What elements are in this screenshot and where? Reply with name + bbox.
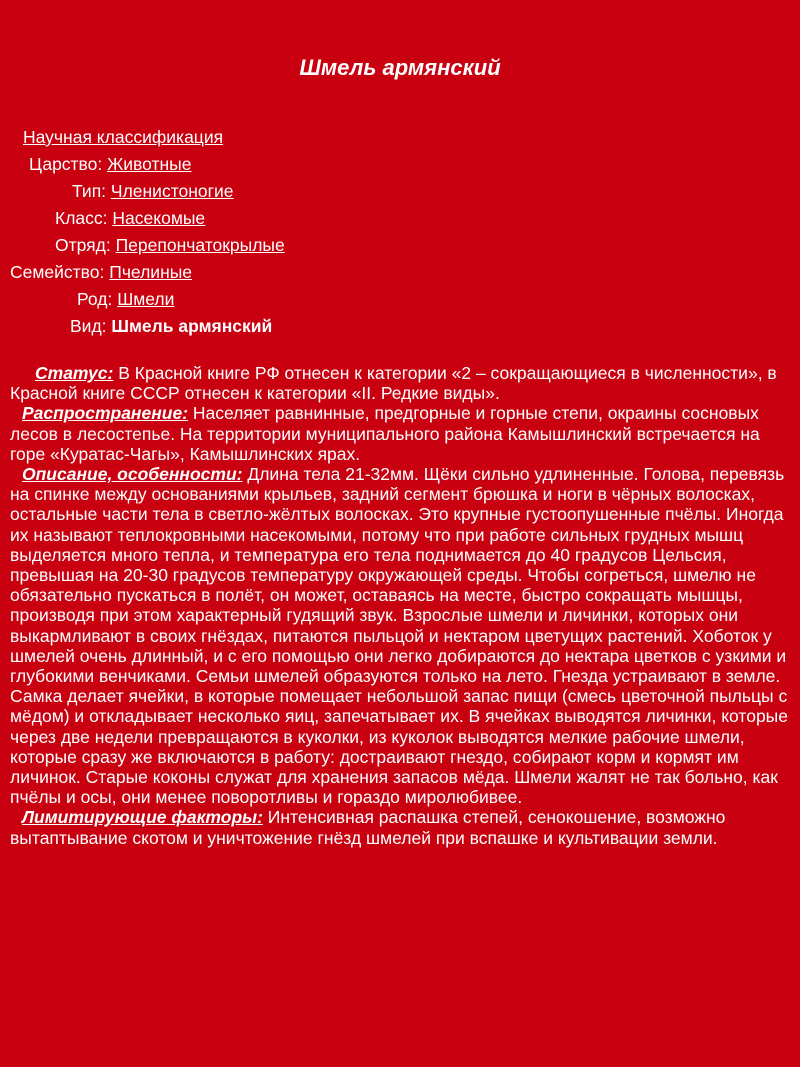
row-label: Класс: bbox=[55, 208, 113, 228]
row-value: Шмель армянский bbox=[111, 316, 273, 336]
row-value[interactable]: Шмели bbox=[117, 289, 175, 309]
row-label: Тип: bbox=[72, 181, 111, 201]
classification-row-genus bbox=[10, 286, 285, 313]
section-status bbox=[10, 363, 790, 403]
description-block bbox=[10, 363, 790, 848]
page-title: Шмель армянский bbox=[299, 55, 501, 80]
section-text: Интенсивная распашка степей, сенокошение, возможно вытаптывание скотом и уничтожение гнёзд шмелей при вспашке и культивации земли. bbox=[10, 807, 726, 848]
row-label: Род: bbox=[77, 289, 118, 309]
classification-row-kingdom bbox=[10, 151, 285, 178]
row-label: Царство: bbox=[29, 154, 108, 174]
row-value[interactable]: Пчелиные bbox=[109, 262, 193, 282]
row-label: Вид: bbox=[70, 316, 112, 336]
section-distribution bbox=[10, 403, 790, 464]
row-value[interactable]: Членистоногие bbox=[110, 181, 234, 201]
row-label: Семейство: bbox=[10, 262, 110, 282]
classification-row-phylum bbox=[10, 178, 285, 205]
classification-row-species bbox=[10, 313, 285, 340]
section-text: Длина тела 21-32мм. Щёки сильно удлиненные. Голова, перевязь на спинке между основаниями крыльев, задний сегмент брюшка и ноги в чёрных волосках, остальные части тела в светло-жёлтых волосках. Это крупные густоопушенные пчёлы. Иногда их называют теплокровными насекомыми, потому что при работе сильных грудных мышц выделяется много тепла, и температура его тела поднимается до 40 градусов Цельсия, превышая на 20-30 градусов температуру окружающей среды. Чтобы согреться, шмелю не обязательно пускаться в полёт, он может, оставаясь на месте, быстро сокращать мышцы, производя при этом характерный гудящий звук. Взрослые шмели и личинки, которых они выкармливают в своих гнёздах, питаются пыльцой и нектаром цветущих растений. Хоботок у шмелей очень длинный, и с его помощью они легко добираются до нектара цветков с узкими и глубокими венчиками. Семьи шмелей образуются только на лето. Гнезда устраивают в земле. Самка делает ячейки, в которые помещает небольшой запас пищи (смесь цветочной пыльцы с мёдом) и откладывает несколько яиц, запечатывает их. В ячейках выводятся личинки, которые через две недели превращаются в куколки, из куколок выводятся мелкие рабочие шмели, которые сразу же включаются в работу: достраивают гнездо, собирают корм и кормят им личинок. Старые коконы служат для хранения запасов мёда. Шмели жалят не так больно, как пчёлы и осы, они менее поворотливы и гораздо миролюбивее. bbox=[10, 464, 788, 808]
section-text: Населяет равнинные, предгорные и горные степи, окраины сосновых лесов в лесостепье. На территории муниципального района Камышлинский встречается на горе «Куратас-Чагы», Камышлинских ярах. bbox=[10, 403, 760, 464]
section-description bbox=[10, 464, 790, 807]
classification-row-class bbox=[10, 205, 285, 232]
section-heading: Описание, особенности: bbox=[22, 464, 243, 485]
section-heading: Лимитирующие факторы: bbox=[22, 807, 263, 828]
classification-row-order bbox=[10, 232, 285, 259]
row-value[interactable]: Животные bbox=[107, 154, 192, 174]
row-value[interactable]: Перепончатокрылые bbox=[115, 235, 285, 255]
section-heading: Статус: bbox=[35, 363, 114, 383]
section-text: В Красной книге РФ отнесен к категории «2 – сокращающиеся в численности», в Красной книге СССР отнесен к категории «II. Редкие виды». bbox=[10, 363, 777, 404]
section-heading: Распространение: bbox=[22, 403, 189, 424]
classification-row-family bbox=[10, 259, 285, 286]
row-value[interactable]: Насекомые bbox=[112, 208, 206, 228]
classification-block bbox=[10, 124, 285, 340]
row-label: Отряд: bbox=[55, 235, 116, 255]
section-limiting-factors bbox=[10, 807, 790, 847]
classification-heading: Научная классификация bbox=[23, 127, 224, 147]
